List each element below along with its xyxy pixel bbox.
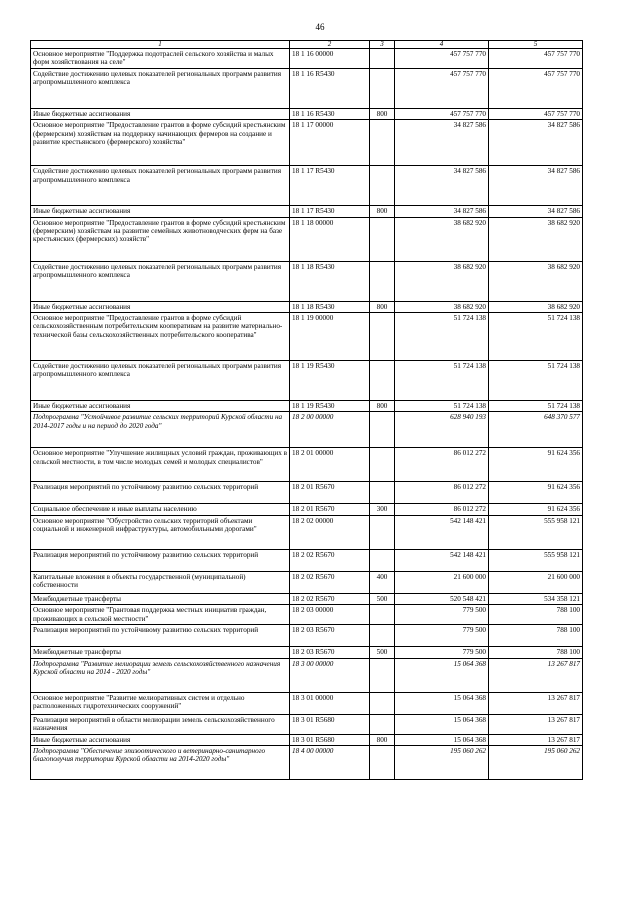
row-amount-year-2: 13 267 817 [489, 734, 583, 745]
table-row [31, 361, 583, 401]
table-header-row [31, 41, 583, 49]
table-row [31, 593, 583, 604]
table-row [31, 625, 583, 647]
row-expense-type [370, 714, 395, 734]
row-expense-type [370, 658, 395, 692]
row-code: 18 4 00 00000 [290, 746, 370, 780]
row-amount-year-1: 542 148 421 [395, 549, 489, 571]
row-expense-type: 800 [370, 734, 395, 745]
row-amount-year-2: 38 682 920 [489, 301, 583, 312]
row-name: Иные бюджетные ассигнования [31, 401, 290, 412]
row-name: Основное мероприятие "Предоставление грантов в форме субсидий крестьянским (фермерским) хозяйствам на поддержку начинающих фермеров на создание и развитие крестьянского (фермерского) хозяйства" [31, 120, 290, 166]
row-name: Реализация мероприятий по устойчивому развитию сельских территорий [31, 625, 290, 647]
table-row [31, 515, 583, 549]
row-expense-type: 500 [370, 593, 395, 604]
row-code: 18 1 17 R5430 [290, 206, 370, 217]
row-amount-year-1: 15 064 368 [395, 658, 489, 692]
row-name: Подпрограмма "Устойчивое развитие сельских территорий Курской области на 2014-2017 годы и на период до 2020 года" [31, 412, 290, 448]
row-name: Подпрограмма "Развитие мелиорации земель сельскохозяйственного назначения Курской области на 2014 - 2020 годы" [31, 658, 290, 692]
row-name: Капитальные вложения в объекты государственной (муниципальной) собственности [31, 571, 290, 593]
row-amount-year-1: 86 012 272 [395, 448, 489, 482]
table-row [31, 746, 583, 780]
row-expense-type [370, 515, 395, 549]
row-amount-year-2: 195 060 262 [489, 746, 583, 780]
row-amount-year-2: 38 682 920 [489, 217, 583, 261]
table-row [31, 108, 583, 119]
row-code: 18 2 03 00000 [290, 605, 370, 625]
row-amount-year-2: 457 757 770 [489, 49, 583, 69]
row-name: Межбюджетные трансферты [31, 647, 290, 658]
row-amount-year-1: 15 064 368 [395, 714, 489, 734]
table-row [31, 647, 583, 658]
row-code: 18 2 02 R5670 [290, 593, 370, 604]
row-amount-year-1: 520 548 421 [395, 593, 489, 604]
row-expense-type [370, 746, 395, 780]
row-amount-year-1: 779 500 [395, 647, 489, 658]
row-name: Иные бюджетные ассигнования [31, 734, 290, 745]
row-code: 18 3 01 00000 [290, 692, 370, 714]
table-row [31, 217, 583, 261]
row-amount-year-2: 34 827 586 [489, 166, 583, 206]
row-amount-year-1: 457 757 770 [395, 68, 489, 108]
row-name: Основное мероприятие "Развитие мелиоративных систем и отдельно расположенных гидротехнических сооружений" [31, 692, 290, 714]
header-col-3: 3 [370, 41, 395, 49]
row-expense-type: 800 [370, 401, 395, 412]
row-amount-year-1: 21 600 000 [395, 571, 489, 593]
row-amount-year-2: 38 682 920 [489, 261, 583, 301]
row-name: Содействие достижению целевых показателей региональных программ развития агропромышленного комплекса [31, 361, 290, 401]
row-amount-year-2: 34 827 586 [489, 206, 583, 217]
row-name: Основное мероприятие "Предоставление грантов в форме субсидий крестьянским (фермерским) хозяйствам на развитие семейных животноводческих ферм на базе крестьянских (фермерских) хозяйств" [31, 217, 290, 261]
row-expense-type [370, 261, 395, 301]
header-col-2: 2 [290, 41, 370, 49]
table-row [31, 412, 583, 448]
table-row [31, 313, 583, 361]
row-name: Социальное обеспечение и иные выплаты населению [31, 504, 290, 515]
row-code: 18 1 19 R5430 [290, 361, 370, 401]
row-amount-year-1: 38 682 920 [395, 301, 489, 312]
row-amount-year-1: 542 148 421 [395, 515, 489, 549]
table-row [31, 448, 583, 482]
row-name: Межбюджетные трансферты [31, 593, 290, 604]
row-code: 18 2 03 R5670 [290, 625, 370, 647]
row-code: 18 2 01 00000 [290, 448, 370, 482]
row-amount-year-2: 34 827 586 [489, 120, 583, 166]
row-amount-year-1: 51 724 138 [395, 361, 489, 401]
row-amount-year-2: 51 724 138 [489, 361, 583, 401]
row-name: Реализация мероприятий в области мелиорации земель сельскохозяйственного назначения [31, 714, 290, 734]
row-expense-type [370, 68, 395, 108]
row-amount-year-1: 457 757 770 [395, 49, 489, 69]
budget-table [30, 40, 583, 780]
table-row [31, 549, 583, 571]
row-amount-year-1: 779 500 [395, 605, 489, 625]
row-amount-year-1: 86 012 272 [395, 504, 489, 515]
row-expense-type: 800 [370, 301, 395, 312]
row-name: Реализация мероприятий по устойчивому развитию сельских территорий [31, 549, 290, 571]
row-amount-year-1: 779 500 [395, 625, 489, 647]
table-row [31, 692, 583, 714]
row-amount-year-2: 51 724 138 [489, 401, 583, 412]
row-code: 18 2 02 00000 [290, 515, 370, 549]
row-amount-year-1: 38 682 920 [395, 217, 489, 261]
row-expense-type [370, 217, 395, 261]
row-name: Основное мероприятие "Поддержка подотраслей сельского хозяйства и малых форм хозяйствования на селе" [31, 49, 290, 69]
row-amount-year-1: 51 724 138 [395, 401, 489, 412]
row-amount-year-1: 34 827 586 [395, 166, 489, 206]
row-code: 18 2 02 R5670 [290, 571, 370, 593]
row-expense-type [370, 361, 395, 401]
row-expense-type [370, 549, 395, 571]
row-code: 18 1 16 00000 [290, 49, 370, 69]
table-row [31, 734, 583, 745]
row-name: Реализация мероприятий по устойчивому развитию сельских территорий [31, 482, 290, 504]
row-amount-year-1: 628 940 193 [395, 412, 489, 448]
row-name: Содействие достижению целевых показателей региональных программ развития агропромышленного комплекса [31, 166, 290, 206]
row-amount-year-2: 457 757 770 [489, 108, 583, 119]
row-expense-type: 300 [370, 504, 395, 515]
row-amount-year-2: 788 100 [489, 605, 583, 625]
row-amount-year-2: 555 958 121 [489, 515, 583, 549]
row-amount-year-2: 91 624 356 [489, 482, 583, 504]
row-expense-type: 800 [370, 108, 395, 119]
row-amount-year-1: 457 757 770 [395, 108, 489, 119]
table-row [31, 261, 583, 301]
row-code: 18 3 01 R5680 [290, 734, 370, 745]
table-row [31, 301, 583, 312]
table-row [31, 68, 583, 108]
row-expense-type [370, 120, 395, 166]
table-row [31, 401, 583, 412]
row-code: 18 2 01 R5670 [290, 482, 370, 504]
row-name: Иные бюджетные ассигнования [31, 301, 290, 312]
row-amount-year-1: 86 012 272 [395, 482, 489, 504]
row-amount-year-2: 13 267 817 [489, 714, 583, 734]
row-expense-type [370, 605, 395, 625]
row-name: Иные бюджетные ассигнования [31, 108, 290, 119]
row-amount-year-1: 38 682 920 [395, 261, 489, 301]
row-expense-type [370, 313, 395, 361]
row-expense-type: 400 [370, 571, 395, 593]
table-row [31, 605, 583, 625]
row-expense-type [370, 412, 395, 448]
row-expense-type [370, 49, 395, 69]
table-row [31, 482, 583, 504]
row-amount-year-1: 34 827 586 [395, 206, 489, 217]
table-row [31, 658, 583, 692]
row-expense-type: 800 [370, 206, 395, 217]
row-code: 18 2 02 R5670 [290, 549, 370, 571]
row-code: 18 3 01 R5680 [290, 714, 370, 734]
table-row [31, 206, 583, 217]
page-number: 46 [315, 22, 325, 32]
row-code: 18 3 00 00000 [290, 658, 370, 692]
row-amount-year-2: 534 358 121 [489, 593, 583, 604]
row-code: 18 1 18 00000 [290, 217, 370, 261]
row-amount-year-1: 15 064 368 [395, 734, 489, 745]
row-amount-year-2: 91 624 356 [489, 448, 583, 482]
row-code: 18 1 18 R5430 [290, 301, 370, 312]
row-code: 18 2 01 R5670 [290, 504, 370, 515]
header-col-5: 5 [489, 41, 583, 49]
row-expense-type [370, 166, 395, 206]
row-amount-year-2: 555 958 121 [489, 549, 583, 571]
row-name: Подпрограмма "Обеспечение эпизоотического и ветеринарно-санитарного благополучия территории Курской области на 2014-2020 годы" [31, 746, 290, 780]
row-amount-year-2: 51 724 138 [489, 313, 583, 361]
row-code: 18 1 16 R5430 [290, 108, 370, 119]
row-code: 18 2 03 R5670 [290, 647, 370, 658]
table-row [31, 49, 583, 69]
row-expense-type [370, 448, 395, 482]
row-amount-year-1: 34 827 586 [395, 120, 489, 166]
header-col-4: 4 [395, 41, 489, 49]
row-amount-year-2: 91 624 356 [489, 504, 583, 515]
row-code: 18 1 16 R5430 [290, 68, 370, 108]
row-amount-year-2: 21 600 000 [489, 571, 583, 593]
table-row [31, 714, 583, 734]
row-code: 18 1 19 00000 [290, 313, 370, 361]
row-name: Основное мероприятие "Предоставление грантов в форме субсидий сельскохозяйственным потребительским кооперативам на развитие материально-технической базы сельскохозяйственных потребительского кооператива" [31, 313, 290, 361]
row-expense-type: 500 [370, 647, 395, 658]
row-amount-year-1: 195 060 262 [395, 746, 489, 780]
header-col-1: 1 [31, 41, 290, 49]
row-name: Основное мероприятие "Обустройство сельских территорий объектами социальной и инженерной инфраструктуры, автомобильными дорогами" [31, 515, 290, 549]
row-amount-year-2: 788 100 [489, 625, 583, 647]
row-code: 18 1 17 00000 [290, 120, 370, 166]
row-name: Основное мероприятие "Улучшение жилищных условий граждан, проживающих в сельской местности, в том числе молодых семей и молодых специалистов" [31, 448, 290, 482]
row-amount-year-1: 51 724 138 [395, 313, 489, 361]
row-amount-year-2: 788 100 [489, 647, 583, 658]
row-amount-year-2: 13 267 817 [489, 692, 583, 714]
row-amount-year-2: 457 757 770 [489, 68, 583, 108]
row-code: 18 2 00 00000 [290, 412, 370, 448]
row-name: Основное мероприятие "Грантовая поддержка местных инициатив граждан, проживающих в сельской местности" [31, 605, 290, 625]
row-name: Содействие достижению целевых показателей региональных программ развития агропромышленного комплекса [31, 261, 290, 301]
table-row [31, 166, 583, 206]
row-code: 18 1 17 R5430 [290, 166, 370, 206]
row-amount-year-2: 13 267 817 [489, 658, 583, 692]
row-expense-type [370, 625, 395, 647]
table-row [31, 120, 583, 166]
row-name: Содействие достижению целевых показателей региональных программ развития агропромышленного комплекса [31, 68, 290, 108]
row-amount-year-2: 648 370 577 [489, 412, 583, 448]
table-row [31, 571, 583, 593]
table-row [31, 504, 583, 515]
row-amount-year-1: 15 064 368 [395, 692, 489, 714]
row-code: 18 1 19 R5430 [290, 401, 370, 412]
row-expense-type [370, 482, 395, 504]
row-expense-type [370, 692, 395, 714]
row-name: Иные бюджетные ассигнования [31, 206, 290, 217]
row-code: 18 1 18 R5430 [290, 261, 370, 301]
